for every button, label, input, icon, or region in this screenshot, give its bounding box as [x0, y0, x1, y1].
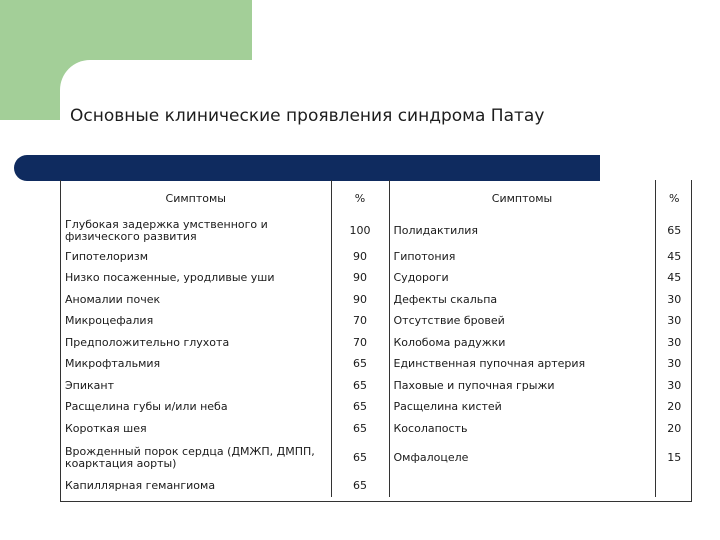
percent-cell: 20: [655, 397, 693, 419]
symptom-cell: Капиллярная гемангиома: [65, 479, 216, 493]
percent-cell: 30: [655, 289, 693, 311]
table-row: [61, 311, 693, 333]
symptom-cell: Низко посаженные, уродливые уши: [65, 271, 275, 285]
table-row: [61, 397, 693, 419]
symptom-cell: Врожденный порок сердца (ДМЖП, ДМПП, коарктация аорты): [65, 444, 315, 470]
percent-cell: 30: [655, 311, 693, 333]
percent-cell: 90: [331, 246, 389, 268]
symptom-cell: Косолапость: [389, 418, 655, 440]
header-percent-right: %: [655, 180, 693, 216]
symptom-cell: Расщелина губы и/или неба: [65, 400, 228, 414]
percent-cell: 65: [331, 397, 389, 419]
header-symptoms-left: Симптомы: [165, 191, 226, 205]
percent-cell: 65: [655, 216, 693, 246]
percent-cell: 65: [331, 476, 389, 498]
percent-cell: [655, 476, 693, 498]
percent-cell: 30: [655, 332, 693, 354]
percent-cell: 100: [331, 216, 389, 246]
symptom-cell: Единственная пупочная артерия: [389, 354, 655, 376]
symptom-cell: Аномалии почек: [65, 292, 161, 306]
symptom-cell: Глубокая задержка умственного и физического развития: [65, 218, 268, 243]
slide-title: Основные клинические проявления синдрома Патау: [70, 106, 545, 126]
symptom-cell: Предположительно глухота: [65, 335, 230, 349]
symptom-cell: [389, 476, 655, 498]
table-row: [61, 216, 693, 246]
symptom-cell: Микроцефалия: [65, 314, 154, 328]
percent-cell: 65: [331, 354, 389, 376]
symptom-cell: Судороги: [389, 268, 655, 290]
percent-cell: 70: [331, 311, 389, 333]
header-percent-left: %: [331, 180, 389, 216]
symptom-cell: Расщелина кистей: [389, 397, 655, 419]
symptom-cell: Гипотелоризм: [65, 249, 148, 263]
symptom-cell: Полидактилия: [389, 216, 655, 246]
symptom-cell: Эпикант: [65, 378, 115, 392]
percent-cell: 90: [331, 268, 389, 290]
table-row: [61, 440, 693, 476]
percent-cell: 20: [655, 418, 693, 440]
percent-cell: 15: [655, 440, 693, 476]
symptom-cell: Гипотония: [389, 246, 655, 268]
percent-cell: 30: [655, 354, 693, 376]
percent-cell: 65: [331, 418, 389, 440]
table-row: [61, 246, 693, 268]
percent-cell: 90: [331, 289, 389, 311]
symptom-cell: Микрофтальмия: [65, 357, 161, 371]
symptoms-table: [60, 180, 692, 502]
table-row: [61, 354, 693, 376]
table-row: [61, 289, 693, 311]
percent-cell: 30: [655, 375, 693, 397]
symptom-cell: Паховые и пупочная грыжи: [389, 375, 655, 397]
symptom-cell: Омфалоцеле: [389, 440, 655, 476]
symptom-cell: Отсутствие бровей: [389, 311, 655, 333]
percent-cell: 70: [331, 332, 389, 354]
symptom-cell: Колобома радужки: [389, 332, 655, 354]
table-header-row: [61, 180, 693, 216]
percent-cell: 45: [655, 268, 693, 290]
table-row: [61, 332, 693, 354]
title-underline-bar: [14, 155, 600, 181]
header-symptoms-right: Симптомы: [389, 180, 655, 216]
percent-cell: 45: [655, 246, 693, 268]
table-row: [61, 418, 693, 440]
percent-cell: 65: [331, 375, 389, 397]
symptom-cell: Короткая шея: [65, 421, 147, 435]
table-row: [61, 375, 693, 397]
table-row: [61, 268, 693, 290]
table-row: [61, 476, 693, 498]
percent-cell: 65: [331, 440, 389, 476]
symptom-cell: Дефекты скальпа: [389, 289, 655, 311]
